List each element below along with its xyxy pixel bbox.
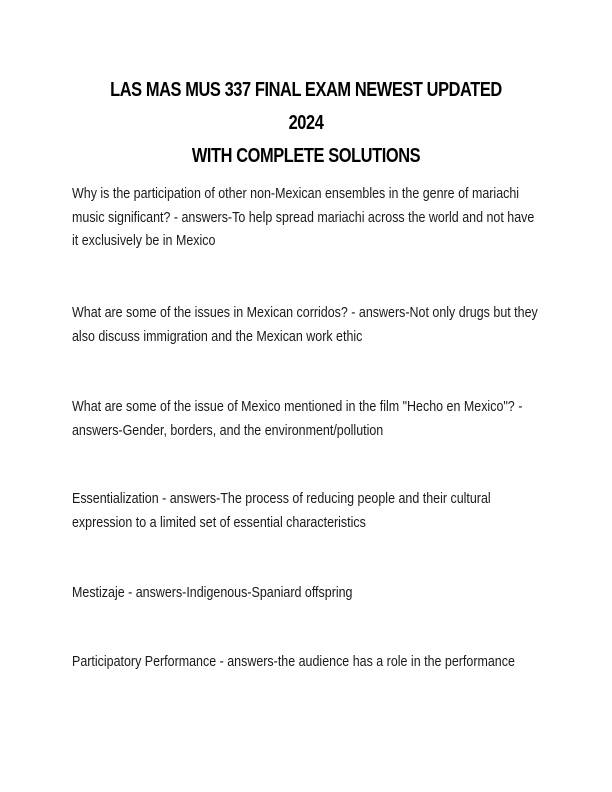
qa-item-mariachi-ensembles: Why is the participation of other non-Mexican ensembles in the genre of mariachi music significant? - answers-To help spread mariachi across the world and not have it exclusively be in Mexico xyxy=(72,186,535,249)
title-line-2: WITH COMPLETE SOLUTIONS xyxy=(191,145,421,167)
qa-item-participatory-performance: Participatory Performance - answers-the audience has a role in the performance xyxy=(72,654,515,670)
qa-item-essentialization: Essentialization - answers-The process of reducing people and their cultural expression to a limited set of essential characteristics xyxy=(72,491,491,531)
title-line-1: LAS MAS MUS 337 FINAL EXAM NEWEST UPDATED 2024 xyxy=(110,79,502,134)
qa-item-mestizaje: Mestizaje - answers-Indigenous-Spaniard offspring xyxy=(72,585,353,601)
qa-item-hecho-en-mexico: What are some of the issue of Mexico mentioned in the film "Hecho en Mexico"? - answers-Gender, borders, and the environment/pollution xyxy=(72,399,523,439)
page-title xyxy=(104,74,507,173)
qa-item-corridos-issues: What are some of the issues in Mexican corridos? - answers-Not only drugs but they also discuss immigration and the Mexican work ethic xyxy=(72,305,538,345)
